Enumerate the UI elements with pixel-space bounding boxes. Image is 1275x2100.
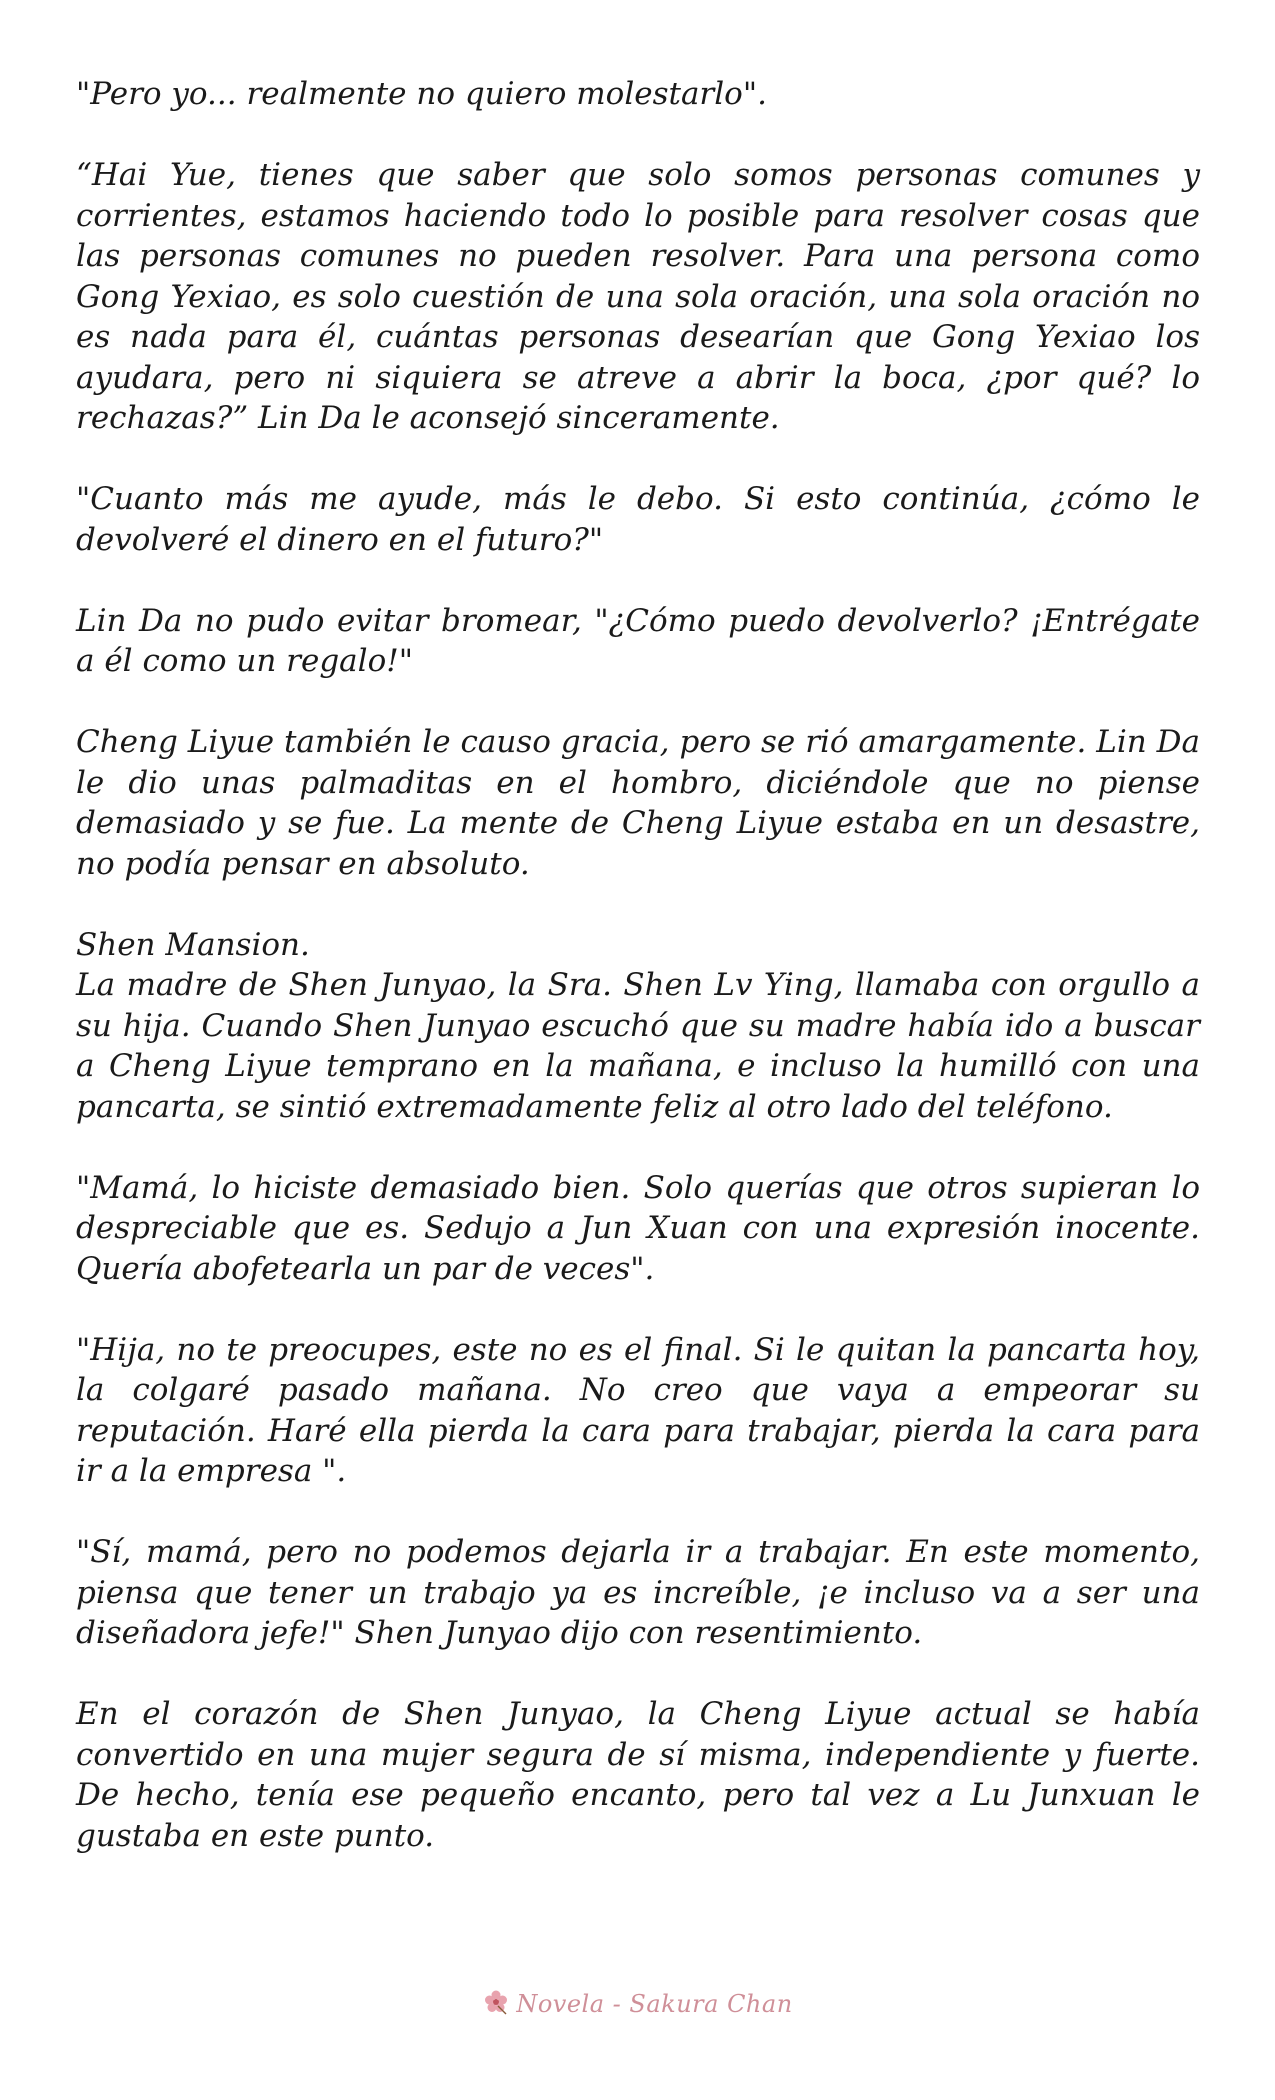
paragraph-2: “Hai Yue, tienes que saber que solo somos personas comunes y corrientes, estamos haciendo todo lo posible para resolver cosas que las personas comunes no pueden resolver. Para una persona como Gong Yexiao, es solo cuestión de una sola oración, una sola oración no es nada para él, cuántas personas desearían que Gong Yexiao los ayudara, pero ni siquiera se atreve a abrir la boca, ¿por qué? lo rechazas?” Lin Da le aconsejó sinceramente. <box>76 157 1200 436</box>
paragraph-10: En el corazón de Shen Junyao, la Cheng Liyue actual se había convertido en una mujer segura de sí misma, independiente y fuerte. De hecho, tenía ese pequeño encanto, pero tal vez a Lu Junxuan le gustaba en este punto. <box>76 1696 1200 1854</box>
paragraph-7: "Mamá, lo hiciste demasiado bien. Solo querías que otros supieran lo despreciable que es. Sedujo a Jun Xuan con una expresión inocente. Quería abofetearla un par de veces". <box>76 1169 1200 1287</box>
paragraph-6: La madre de Shen Junyao, la Sra. Shen Lv Ying, llamaba con orgullo a su hija. Cuando Shen Junyao escuchó que su madre había ido a buscar a Cheng Liyue temprano en la mañana, e incluso la humilló con una pancarta, se sintió extremadamente feliz al otro lado del teléfono. <box>76 967 1200 1125</box>
paragraph-1: "Pero yo... realmente no quiero molestarlo". <box>76 76 767 112</box>
paragraph-8: "Hija, no te preocupes, este no es el final. Si le quitan la pancarta hoy, la colgaré pasado mañana. No creo que vaya a empeorar su reputación. Haré ella pierda la cara para trabajar, pierda la cara para ir a la empresa ". <box>76 1331 1200 1489</box>
novel-page-text <box>76 74 1200 1897</box>
watermark-footer <box>0 1988 1275 2018</box>
paragraph-5: Cheng Liyue también le causo gracia, pero se rió amargamente. Lin Da le dio unas palmaditas en el hombro, diciéndole que no piense demasiado y se fue. La mente de Cheng Liyue estaba en un desastre, no podía pensar en absoluto. <box>76 724 1200 882</box>
scene-heading: Shen Mansion. <box>76 926 310 963</box>
sakura-flower-icon <box>482 1988 510 2016</box>
paragraph-3: "Cuanto más me ayude, más le debo. Si esto continúa, ¿cómo le devolveré el dinero en el futuro?" <box>76 481 1200 558</box>
paragraph-4: Lin Da no pudo evitar bromear, "¿Cómo puedo devolverlo? ¡Entrégate a él como un regalo!" <box>76 602 1200 679</box>
watermark-text: Novela - Sakura Chan <box>516 1990 793 2018</box>
paragraph-9: "Sí, mamá, pero no podemos dejarla ir a trabajar. En este momento, piensa que tener un trabajo ya es increíble, ¡e incluso va a ser una diseñadora jefe!" Shen Junyao dijo con resentimiento. <box>76 1534 1200 1651</box>
